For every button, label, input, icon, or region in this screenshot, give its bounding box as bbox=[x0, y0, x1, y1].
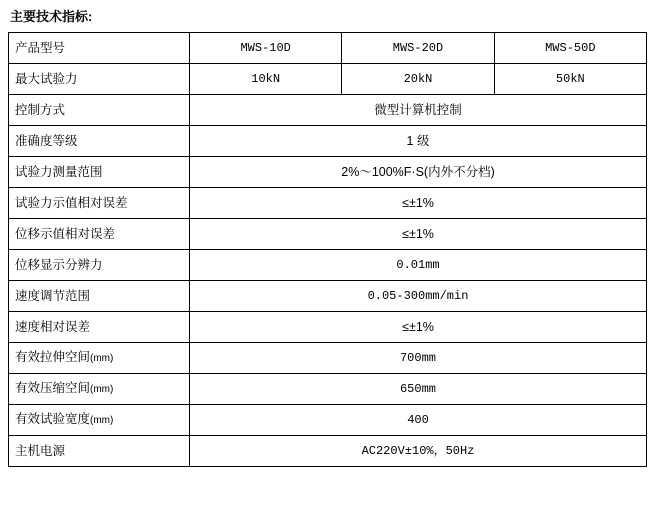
table-row bbox=[9, 405, 647, 436]
cell-model-2: MWS-20D bbox=[342, 33, 494, 64]
row-label-compression-space-text: 有效压缩空间(mm) bbox=[15, 381, 114, 395]
table-body bbox=[9, 33, 647, 467]
specifications-table bbox=[8, 32, 647, 467]
cell-speed-error: ≤±1% bbox=[190, 312, 647, 343]
row-label-tensile-space-text: 有效拉伸空间(mm) bbox=[15, 350, 114, 364]
table-row bbox=[9, 374, 647, 405]
cell-force-3: 50kN bbox=[494, 64, 646, 95]
row-label-test-width bbox=[9, 405, 190, 436]
cell-displacement-resolution: 0.01mm bbox=[190, 250, 647, 281]
row-label-speed-error: 速度相对误差 bbox=[9, 312, 190, 343]
row-label-force-error: 试验力示值相对误差 bbox=[9, 188, 190, 219]
row-label-tensile-space bbox=[9, 343, 190, 374]
cell-power-supply: AC220V±10%，50Hz bbox=[190, 436, 647, 467]
table-row bbox=[9, 436, 647, 467]
row-label-max-force: 最大试验力 bbox=[9, 64, 190, 95]
cell-model-1: MWS-10D bbox=[190, 33, 342, 64]
cell-displacement-error: ≤±1% bbox=[190, 219, 647, 250]
row-label-test-width-text: 有效试验宽度(mm) bbox=[15, 412, 114, 426]
cell-force-range: 2%～100%F·S(内外不分档) bbox=[190, 157, 647, 188]
table-row bbox=[9, 157, 647, 188]
cell-force-2: 20kN bbox=[342, 64, 494, 95]
table-row bbox=[9, 33, 647, 64]
cell-compression-space: 650mm bbox=[190, 374, 647, 405]
cell-test-width: 400 bbox=[190, 405, 647, 436]
row-label-product-model: 产品型号 bbox=[9, 33, 190, 64]
row-label-speed-range: 速度调节范围 bbox=[9, 281, 190, 312]
table-row bbox=[9, 219, 647, 250]
cell-tensile-space: 700mm bbox=[190, 343, 647, 374]
table-row bbox=[9, 250, 647, 281]
table-row bbox=[9, 188, 647, 219]
page-title: 主要技术指标: bbox=[10, 9, 93, 24]
cell-accuracy-class: 1 级 bbox=[190, 126, 647, 157]
row-label-power-supply: 主机电源 bbox=[9, 436, 190, 467]
table-row bbox=[9, 343, 647, 374]
row-label-force-range: 试验力测量范围 bbox=[9, 157, 190, 188]
table-row bbox=[9, 126, 647, 157]
row-label-displacement-resolution: 位移显示分辨力 bbox=[9, 250, 190, 281]
cell-force-error: ≤±1% bbox=[190, 188, 647, 219]
row-label-displacement-error: 位移示值相对误差 bbox=[9, 219, 190, 250]
table-row bbox=[9, 64, 647, 95]
table-row bbox=[9, 312, 647, 343]
row-label-compression-space bbox=[9, 374, 190, 405]
row-label-control-mode: 控制方式 bbox=[9, 95, 190, 126]
cell-force-1: 10kN bbox=[190, 64, 342, 95]
cell-speed-range: 0.05-300mm/min bbox=[190, 281, 647, 312]
table-row bbox=[9, 281, 647, 312]
row-label-accuracy-class: 准确度等级 bbox=[9, 126, 190, 157]
cell-model-3: MWS-50D bbox=[494, 33, 646, 64]
cell-control-mode: 微型计算机控制 bbox=[190, 95, 647, 126]
table-row bbox=[9, 95, 647, 126]
